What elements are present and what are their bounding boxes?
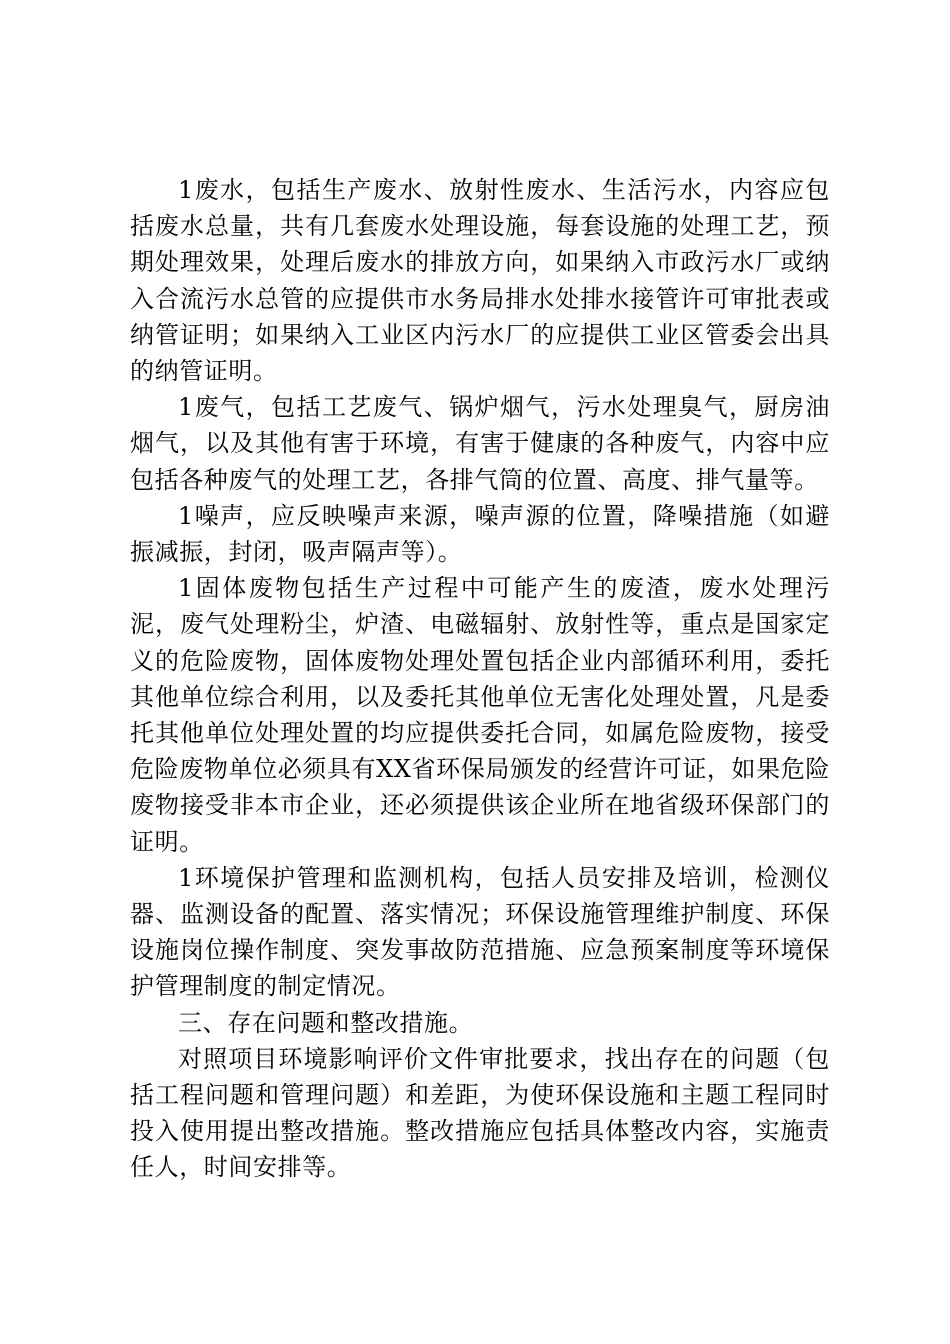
paragraph-rectification: 对照项目环境影响评价文件审批要求，找出存在的问题（包括工程问题和管理问题）和差距，为使环保设施和主题工程同时投入使用提出整改措施。整改措施应包括具体整改内容，实施责任人，时间安排等。 — [130, 1044, 830, 1182]
paragraph-noise: 1噪声，应反映噪声来源，噪声源的位置，降噪措施（如避振减振，封闭，吸声隔声等）。 — [130, 501, 830, 567]
paragraph-management: 1环境保护管理和监测机构，包括人员安排及培训，检测仪器、监测设备的配置、落实情况；环保设施管理维护制度、环保设施岗位操作制度、突发事故防范措施、应急预案制度等环境保护管理制度的制定情况。 — [130, 863, 830, 1001]
paragraph-waste-gas: 1废气，包括工艺废气、锅炉烟气，污水处理臭气，厨房油烟气，以及其他有害于环境，有害于健康的各种废气，内容中应包括各种废气的处理工艺，各排气筒的位置、高度、排气量等。 — [130, 393, 830, 494]
document-body — [130, 172, 830, 1186]
paragraph-wastewater: 1废水，包括生产废水、放射性废水、生活污水，内容应包括废水总量，共有几套废水处理设施，每套设施的处理工艺，预期处理效果，处理后废水的排放方向，如果纳入市政污水厂或纳入合流污水总管的应提供市水务局排水处排水接管许可审批表或纳管证明；如果纳入工业区内污水厂的应提供工业区管委会出具的纳管证明。 — [130, 176, 830, 386]
paragraph-solid-waste: 1固体废物包括生产过程中可能产生的废渣，废水处理污泥，废气处理粉尘，炉渣、电磁辐射、放射性等，重点是国家定义的危险废物，固体废物处理处置包括企业内部循环利用，委托其他单位综合利用，以及委托其他单位无害化处理处置，凡是委托其他单位处理处置的均应提供委托合同，如属危险废物，接受危险废物单位必须具有XX省环保局颁发的经营许可证，如果危险废物接受非本市企业，还必须提供该企业所在地省级环保部门的证明。 — [130, 574, 830, 856]
section-heading-issues: 三、存在问题和整改措施。 — [178, 1008, 474, 1037]
